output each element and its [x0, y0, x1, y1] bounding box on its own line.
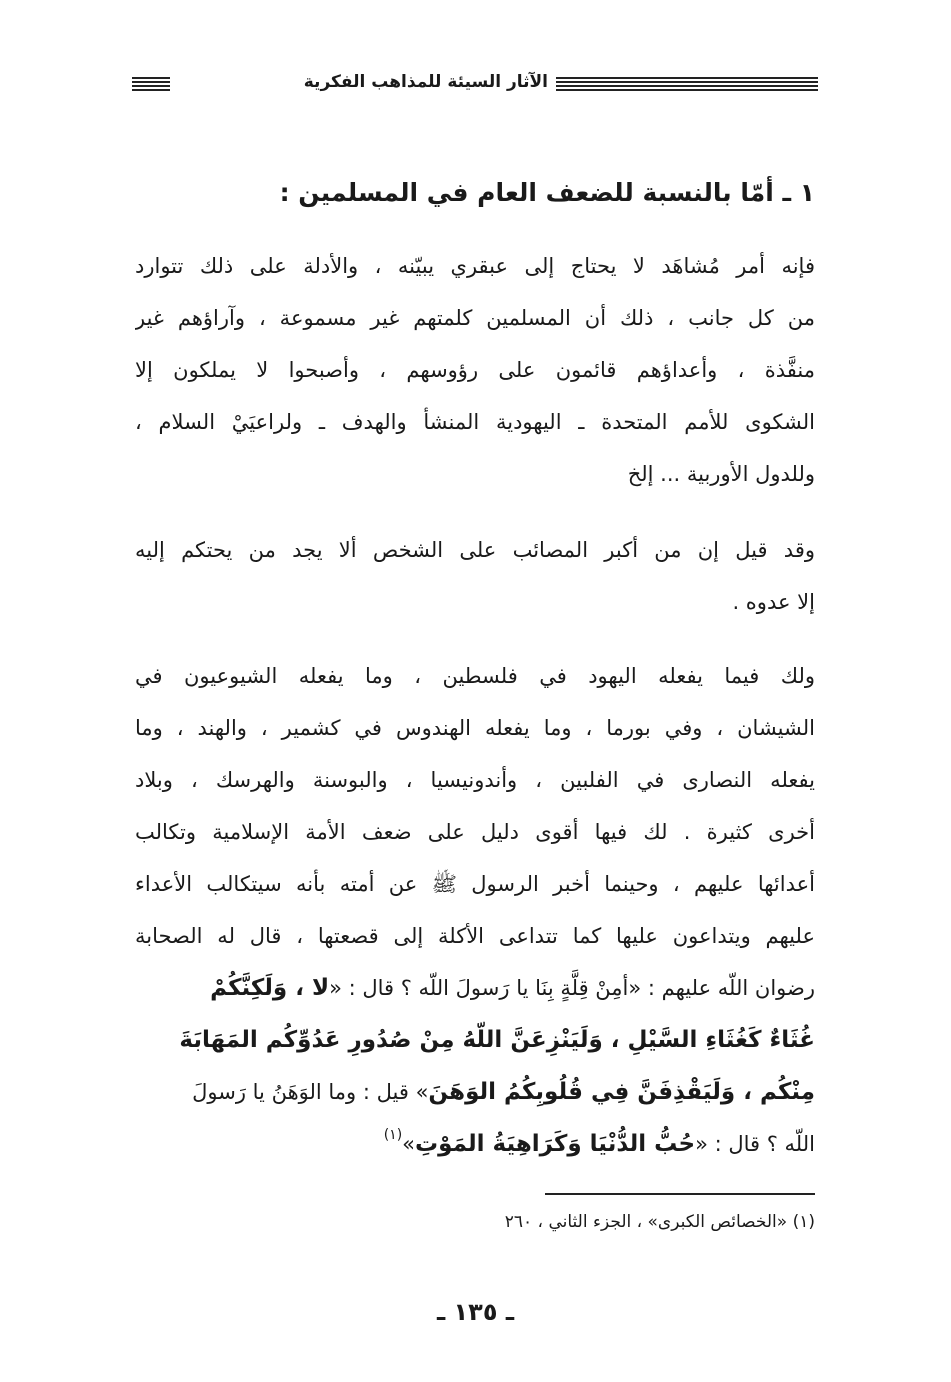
quote-text: رضوان اللّه عليهم : «أمِنْ قِلَّةٍ بِنَا يا رَسولَ اللّه ؟ قال : « — [329, 976, 815, 1000]
quote-text: » قيل : وما الوَهَنُ يا رَسولَ — [192, 1080, 429, 1104]
paragraph-line: يفعله النصارى في الفلبين ، وأندونيسيا ، والبوسنة والهرسك ، وبلاد — [135, 768, 815, 792]
quote-text: اللّه ؟ قال : « — [695, 1132, 815, 1156]
paragraph-2 — [135, 524, 815, 628]
paragraph-line: وقد قيل إن من أكبر المصائب على الشخص ألا يجد من يحتكم إليه — [135, 538, 815, 562]
paragraph-line: وللدول الأوربية ... إلخ — [627, 462, 815, 486]
running-header — [132, 70, 818, 100]
paragraph-line: فإنه أمر مُشاهَد لا يحتاج إلى عبقري يبيّنه ، والأدلة على ذلك تتوارد — [135, 254, 815, 278]
paragraph-line: الشكوى للأمم المتحدة ـ اليهودية المنشأ والهدف ـ ولراعيَيْ السلام ، — [135, 410, 815, 434]
footnote: (١) «الخصائص الكبرى» ، الجزء الثاني ، ٢٦٠ — [504, 1212, 815, 1232]
page-number: ـ ١٣٥ ـ — [436, 1298, 515, 1326]
hadith-text: لا ، وَلَكِنَّكُمْ — [210, 975, 330, 1001]
header-rule-right — [556, 77, 818, 91]
paragraph-line: إلا عدوه . — [732, 590, 815, 614]
hadith-text: حُبُّ الدُّنْيَا وَكَرَاهِيَةُ المَوْتِ — [415, 1131, 696, 1157]
footnote-divider — [545, 1193, 815, 1195]
paragraph-line: ولك فيما يفعله اليهود في فلسطين ، وما يفعله الشيوعيون في — [135, 664, 815, 688]
paragraph-line: من كل جانب ، ذلك أن المسلمين كلمتهم غير مسموعة ، وآراؤهم غير — [135, 306, 815, 330]
section-heading: ١ ـ أمّا بالنسبة للضعف العام في المسلمين : — [279, 178, 815, 207]
paragraph-line: أخرى كثيرة . لك فيها أقوى دليل على ضعف الأمة الإسلامية وتكالب — [135, 820, 815, 844]
paragraph-line: عليهم ويتداعون عليها كما تتداعى الأكلة إلى قصعتها ، قال له الصحابة — [135, 924, 815, 948]
paragraph-line — [135, 1118, 815, 1170]
paragraph-line: أعدائها عليهم ، وحينما أخبر الرسول ﷺ عن أمته بأنه سيتكالب الأعداء — [135, 872, 815, 896]
quote-close: » — [402, 1132, 416, 1156]
footnote-reference[interactable]: (١) — [383, 1127, 403, 1143]
hadith-text: مِنْكُم ، وَلَيَقْذِفَنَّ فِي قُلُوبِكُمُ الوَهَنَ — [428, 1079, 815, 1105]
paragraph-line — [135, 962, 815, 1014]
paragraph-line — [135, 1066, 815, 1118]
header-rule-left — [132, 77, 170, 91]
paragraph-line: الشيشان ، وفي بورما ، وما يفعله الهندوس في كشمير ، والهند ، وما — [135, 716, 815, 740]
paragraph-1 — [135, 240, 815, 500]
header-title: الآثار السيئة للمذاهب الفكرية — [303, 72, 548, 92]
paragraph-3 — [135, 650, 815, 1170]
paragraph-line: منفَّذة ، وأعداؤهم قائمون على رؤوسهم ، وأصبحوا لا يملكون إلا — [135, 358, 815, 382]
hadith-line: غُثَاءٌ كَغُثَاءِ السَّيْلِ ، وَلَيَنْزِعَنَّ اللّهُ مِنْ صُدُورِ عَدُوِّكُم المَهَابَةَ — [179, 1027, 815, 1053]
